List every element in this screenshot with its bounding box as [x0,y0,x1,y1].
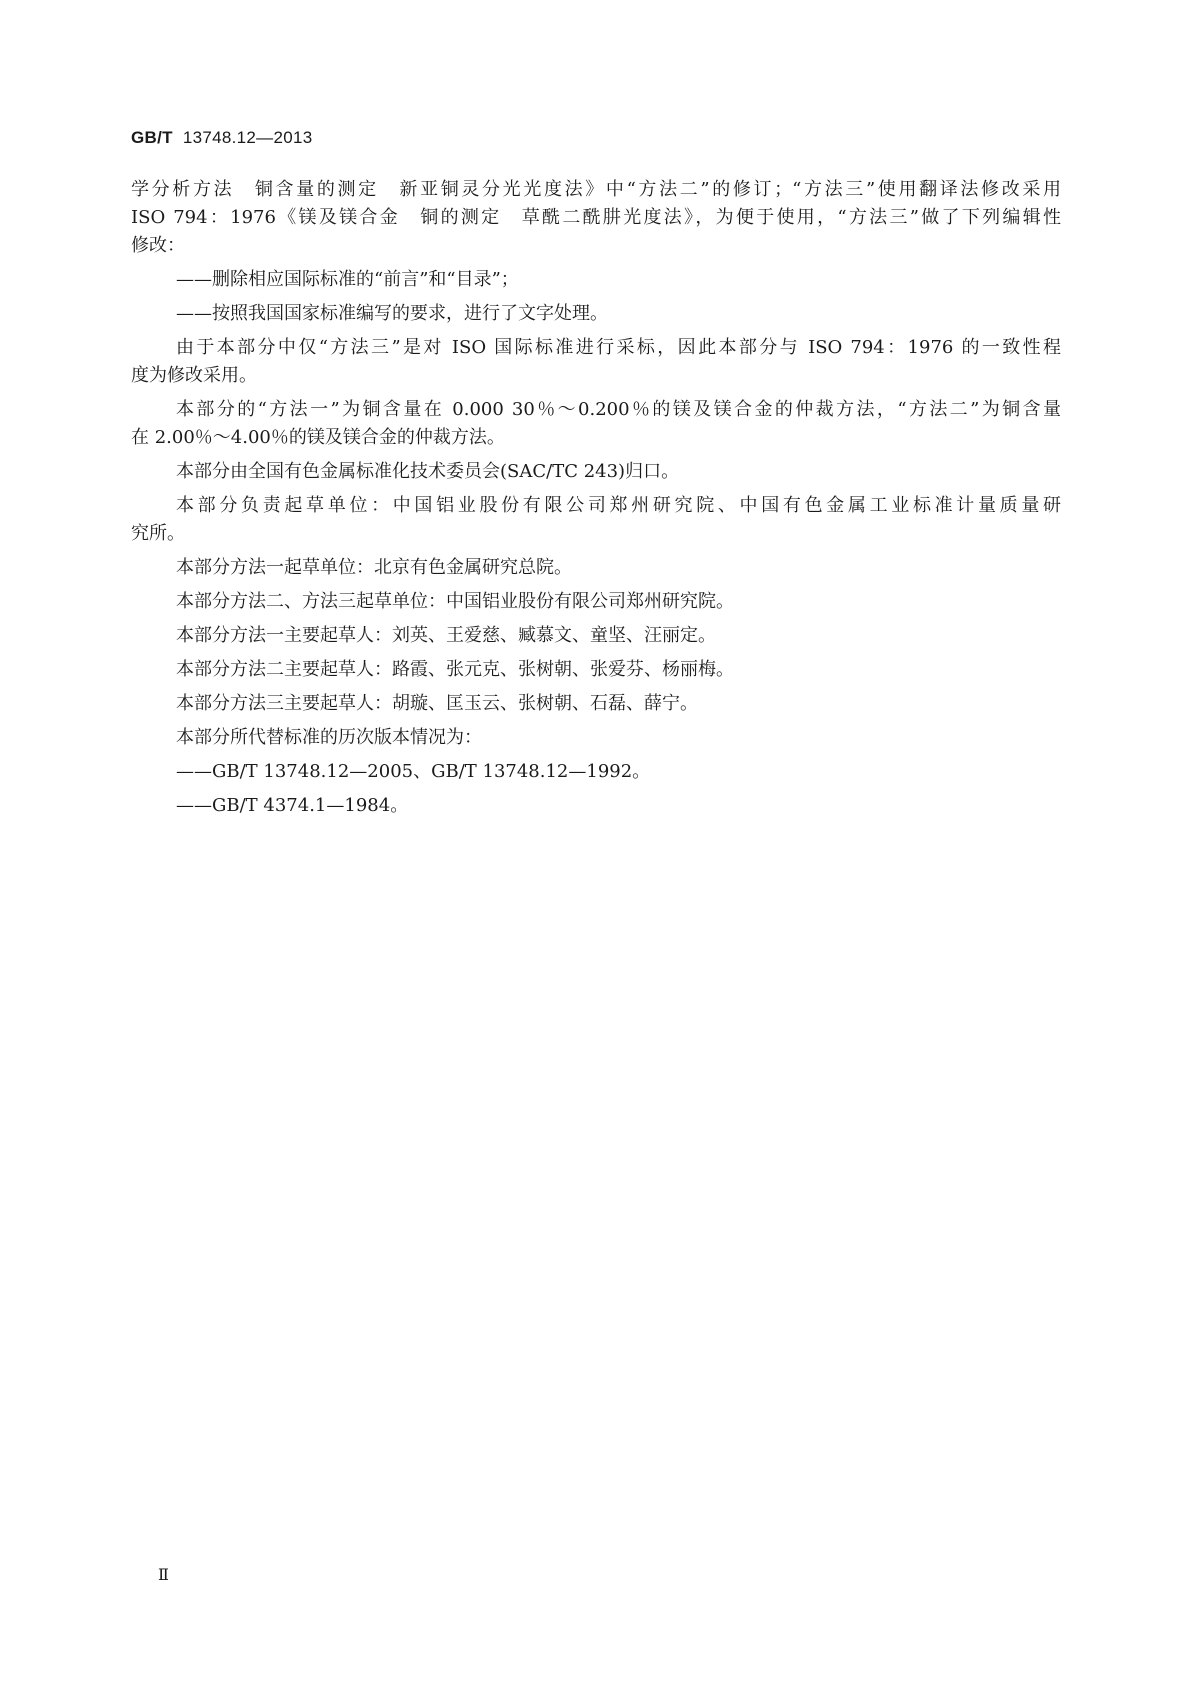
body-line: 学分析方法 铜含量的测定 新亚铜灵分光光度法》中“方法二”的修订；“方法三”使用翻译法修改采用 [131,179,1061,200]
body-line: 本部分由全国有色金属标准化技术委员会(SAC/TC 243)归口。 [176,461,680,482]
body-line: 本部分的“方法一”为铜含量在 0.000 30％～0.200％的镁及镁合金的仲裁方法，“方法二”为铜含量 [176,399,1061,420]
document-code [131,128,312,148]
list-item: ——删除相应国际标准的“前言”和“目录”； [176,269,519,290]
body-line: 在 2.00％～4.00％的镁及镁合金的仲裁方法。 [131,427,505,448]
body-line: ISO 794：1976《镁及镁合金 铜的测定 草酰二酰肼光度法》，为便于使用，“方法三”做了下列编辑性 [131,207,1061,228]
body-line: 由于本部分中仅“方法三”是对 ISO 国际标准进行采标，因此本部分与 ISO 794：1976 的一致性程 [176,337,1061,358]
body-line: 本部分方法三主要起草人：胡璇、匡玉云、张树朝、石磊、薛宁。 [176,693,698,714]
page-number: Ⅱ [158,1565,169,1584]
list-item: ——按照我国国家标准编写的要求，进行了文字处理。 [176,303,608,324]
document-body [131,176,1061,820]
list-item: ——GB/T 4374.1—1984。 [176,795,409,816]
document-code-prefix: GB/T [131,128,173,147]
list-item: ——GB/T 13748.12—2005、GB/T 13748.12—1992。 [176,761,651,782]
body-line: 度为修改采用。 [131,365,257,386]
body-line: 修改： [131,235,185,256]
body-line: 究所。 [131,523,185,544]
body-line: 本部分方法一起草单位：北京有色金属研究总院。 [176,557,572,578]
body-line: 本部分方法二、方法三起草单位：中国铝业股份有限公司郑州研究院。 [176,591,734,612]
body-line: 本部分方法一主要起草人：刘英、王爱慈、臧慕文、童坚、汪丽定。 [176,625,716,646]
document-code-number: 13748.12—2013 [182,128,313,147]
body-line: 本部分方法二主要起草人：路霞、张元克、张树朝、张爱芬、杨丽梅。 [176,659,734,680]
body-line: 本部分所代替标准的历次版本情况为： [176,727,482,748]
body-line: 本部分负责起草单位：中国铝业股份有限公司郑州研究院、中国有色金属工业标准计量质量研 [176,495,1061,516]
